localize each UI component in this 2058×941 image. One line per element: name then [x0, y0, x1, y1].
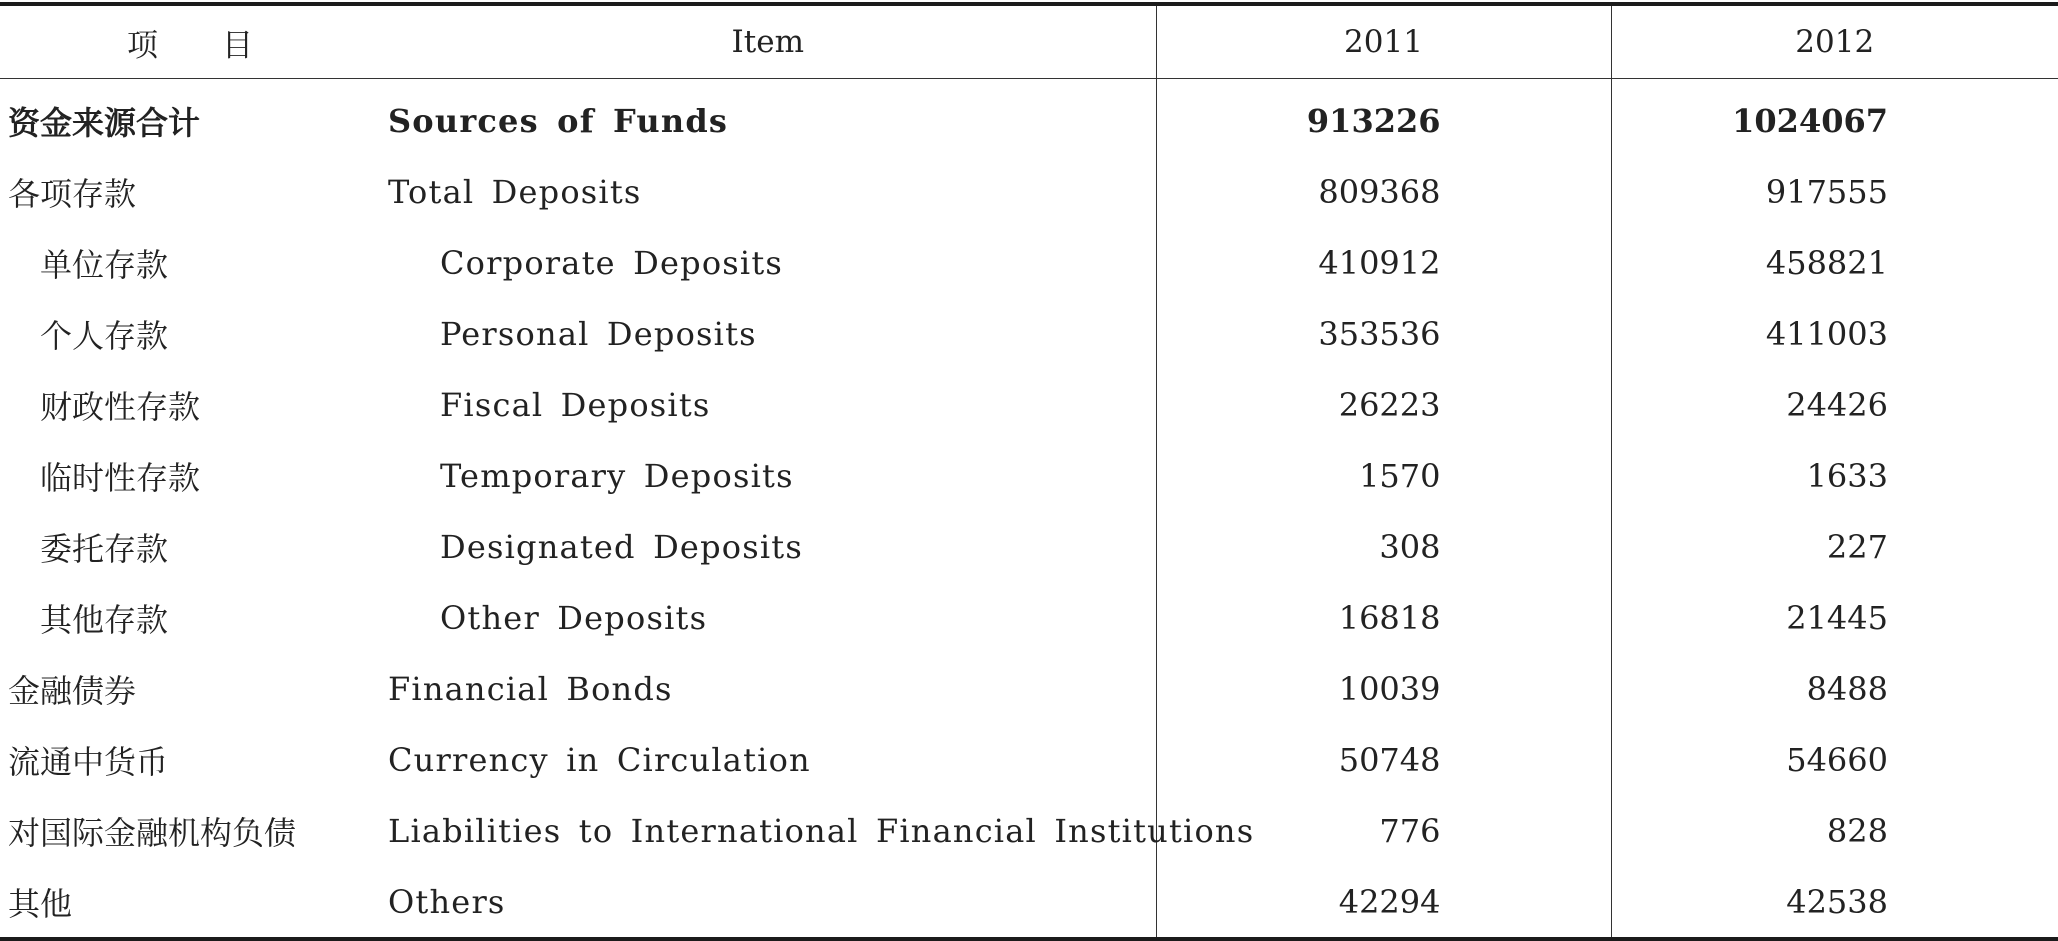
- row-value-2012: 917555: [1611, 156, 2058, 227]
- row-value-2011: 16818: [1156, 582, 1611, 653]
- table-row: [0, 440, 2058, 511]
- row-chinese-label: 其他: [8, 884, 73, 923]
- row-english-label: Fiscal Deposits: [440, 385, 711, 424]
- row-chinese-label: 其他存款: [40, 600, 169, 639]
- header-chinese-item: [0, 4, 380, 79]
- row-value-2011: 809368: [1156, 156, 1611, 227]
- table-header-row: [0, 4, 2058, 79]
- row-value-2011: 42294: [1156, 866, 1611, 939]
- row-value-2012: 1633: [1611, 440, 2058, 511]
- row-value-2012: 42538: [1611, 866, 2058, 939]
- row-value-2011: 10039: [1156, 653, 1611, 724]
- table-row: [0, 653, 2058, 724]
- row-value-2012: 21445: [1611, 582, 2058, 653]
- header-cn-right: 目: [222, 27, 253, 64]
- table-row: [0, 795, 2058, 866]
- sources-of-funds-table: [0, 2, 2058, 941]
- row-chinese-label: 委托存款: [40, 529, 169, 568]
- table-row: [0, 866, 2058, 939]
- row-english-label: Liabilities to International Financial Institutions: [388, 811, 1255, 850]
- row-english-label: Other Deposits: [440, 598, 708, 637]
- header-year-2011: 2011: [1156, 4, 1611, 79]
- row-english-label: Others: [388, 882, 506, 921]
- row-value-2011: 410912: [1156, 227, 1611, 298]
- row-english-label: Corporate Deposits: [440, 243, 784, 282]
- row-english-label: Sources of Funds: [388, 101, 729, 140]
- row-chinese-label: 金融债券: [8, 671, 137, 710]
- table-row: [0, 724, 2058, 795]
- row-english-label: Designated Deposits: [440, 527, 803, 566]
- row-english-label: Financial Bonds: [388, 669, 673, 708]
- row-english-label: Currency in Circulation: [388, 740, 811, 779]
- row-chinese-label: 单位存款: [40, 245, 169, 284]
- table-row: [0, 511, 2058, 582]
- table-row: [0, 582, 2058, 653]
- row-chinese-label: 流通中货币: [8, 742, 169, 781]
- row-value-2011: 353536: [1156, 298, 1611, 369]
- row-chinese-label: 个人存款: [40, 316, 169, 355]
- table-row: [0, 227, 2058, 298]
- header-cn-left: 项: [127, 27, 158, 64]
- row-value-2012: 8488: [1611, 653, 2058, 724]
- row-value-2012: 54660: [1611, 724, 2058, 795]
- header-year-2012: 2012: [1611, 4, 2058, 79]
- row-value-2011: 1570: [1156, 440, 1611, 511]
- row-chinese-label: 临时性存款: [40, 458, 201, 497]
- row-value-2011: 50748: [1156, 724, 1611, 795]
- row-english-label: Total Deposits: [388, 172, 642, 211]
- row-english-label: Temporary Deposits: [440, 456, 794, 495]
- row-value-2011: 913226: [1156, 79, 1611, 157]
- row-value-2012: 227: [1611, 511, 2058, 582]
- table-body: [0, 79, 2058, 940]
- table-row: [0, 298, 2058, 369]
- row-english-label: Personal Deposits: [440, 314, 757, 353]
- row-chinese-label: 财政性存款: [40, 387, 201, 426]
- header-item: Item: [380, 4, 1156, 79]
- row-value-2012: 24426: [1611, 369, 2058, 440]
- row-value-2011: 26223: [1156, 369, 1611, 440]
- row-chinese-label: 资金来源合计: [8, 103, 201, 142]
- row-value-2012: 411003: [1611, 298, 2058, 369]
- table-row: [0, 79, 2058, 157]
- row-value-2012: 458821: [1611, 227, 2058, 298]
- table-row: [0, 156, 2058, 227]
- row-value-2011: 776: [1156, 795, 1611, 866]
- row-value-2011: 308: [1156, 511, 1611, 582]
- row-value-2012: 1024067: [1611, 79, 2058, 157]
- row-value-2012: 828: [1611, 795, 2058, 866]
- row-chinese-label: 各项存款: [8, 174, 137, 213]
- row-chinese-label: 对国际金融机构负债: [8, 813, 297, 852]
- table-row: [0, 369, 2058, 440]
